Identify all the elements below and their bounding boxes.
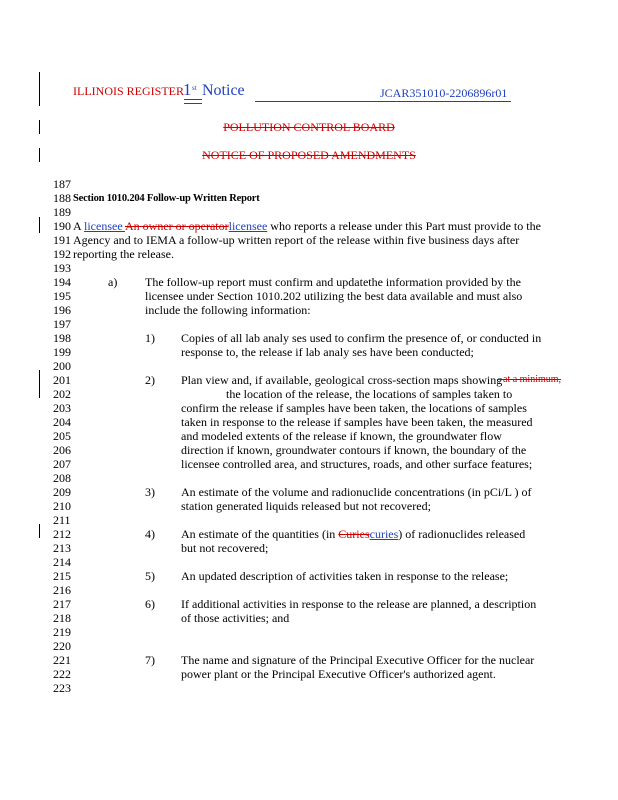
item-label: 2)	[145, 373, 155, 387]
item-text	[181, 527, 525, 541]
subsection-text: include the following information:	[145, 303, 311, 317]
line-number: 218	[53, 611, 71, 625]
deleted-text: , at a minimum,	[498, 374, 562, 385]
line-number: 210	[53, 499, 71, 513]
line-number: 209	[53, 485, 71, 499]
line-number: 201	[53, 373, 71, 387]
line-number: 216	[53, 583, 71, 597]
subsection-text: The follow-up report must confirm and updatethe information provided by the	[145, 275, 521, 289]
inserted-text: licensee	[84, 219, 125, 233]
item-text: and modeled extents of the release if known, the groundwater flow	[181, 429, 502, 443]
notice-title: NOTICE OF PROPOSED AMENDMENTS	[202, 148, 416, 162]
line-number: 193	[53, 261, 71, 275]
intro-line-1	[73, 219, 541, 233]
item-text: station generated liquids released but not recovered;	[181, 499, 431, 513]
item-text: If additional activities in response to the release are planned, a description	[181, 597, 537, 611]
line-number: 190	[53, 219, 71, 233]
line-number: 214	[53, 555, 71, 569]
change-bar	[39, 524, 40, 538]
line-number: 205	[53, 429, 71, 443]
line-number: 187	[53, 177, 71, 191]
item-text: An updated description of activities taken in response to the release;	[181, 569, 509, 583]
intro-text: who reports a release under this Part must provide to the	[267, 219, 541, 233]
section-heading: Section 1010.204 Follow-up Written Report	[73, 193, 260, 204]
line-number: 203	[53, 401, 71, 415]
change-bar	[39, 72, 40, 106]
line-number: 212	[53, 527, 71, 541]
intro-line-2: Agency and to IEMA a follow-up written report of the release within five business days after	[73, 233, 520, 247]
page-number-suffix: st	[192, 84, 197, 92]
item-label: 6)	[145, 597, 155, 611]
line-number: 219	[53, 625, 71, 639]
deleted-text: An owner or operator	[125, 219, 229, 233]
page-number-underline	[184, 99, 202, 100]
item-text-part: ) of radionuclides released	[398, 527, 526, 541]
line-number: 221	[53, 653, 71, 667]
item-text: but not recovered;	[181, 541, 269, 555]
change-bar	[39, 370, 40, 398]
item-label: 1)	[145, 331, 155, 345]
line-number: 208	[53, 471, 71, 485]
line-number: 192	[53, 247, 71, 261]
document-id: JCAR351010-2206896r01	[380, 86, 508, 100]
line-number: 189	[53, 205, 71, 219]
line-number: 222	[53, 667, 71, 681]
line-number: 197	[53, 317, 71, 331]
line-number: 223	[53, 681, 71, 695]
subsection-text: licensee under Section 1010.202 utilizing the best data available and must also	[145, 289, 523, 303]
line-number: 195	[53, 289, 71, 303]
line-number: 204	[53, 415, 71, 429]
line-number: 191	[53, 233, 71, 247]
item-text: direction if known, groundwater contours if known, the boundary of the	[181, 443, 527, 457]
register-title: ILLINOIS REGISTER	[73, 84, 184, 98]
line-number: 199	[53, 345, 71, 359]
item-text: power plant or the Principal Executive Officer's authorized agent.	[181, 667, 496, 681]
item-text: Copies of all lab analy ses used to confirm the presence of, or conducted in	[181, 331, 542, 345]
inserted-text: licensee	[228, 219, 268, 233]
item-text: The name and signature of the Principal Executive Officer for the nuclear	[181, 653, 535, 667]
page-number: 1	[183, 80, 192, 99]
item-text: response to, the release if lab analy ses have been conducted;	[181, 345, 474, 359]
board-name: POLLUTION CONTROL BOARD	[223, 120, 395, 134]
item-text: licensee controlled area, and structures, roads, and other surface features;	[181, 457, 533, 471]
intro-text: A	[73, 219, 85, 233]
item-text: the location of the release, the locations of samples taken to	[226, 387, 513, 401]
change-bar	[39, 217, 40, 233]
line-number: 194	[53, 275, 71, 289]
line-number: 188	[53, 191, 71, 205]
item-label: 4)	[145, 527, 155, 541]
item-text: confirm the release if samples have been taken, the locations of samples	[181, 401, 527, 415]
item-text: An estimate of the volume and radionuclide concentrations (in pCi/L ) of	[181, 485, 532, 499]
intro-line-3: reporting the release.	[73, 247, 174, 261]
item-text: taken in response to the release if samples have been taken, the measured	[181, 415, 533, 429]
item-text-part: An estimate of the quantities (in	[181, 527, 339, 541]
line-number: 211	[53, 513, 71, 527]
line-number: 200	[53, 359, 71, 373]
line-number: 207	[53, 457, 71, 471]
line-number: 206	[53, 443, 71, 457]
deleted-text: Curies	[338, 527, 370, 541]
line-number: 220	[53, 639, 71, 653]
item-text: of those activities; and	[181, 611, 290, 625]
line-number: 217	[53, 597, 71, 611]
notice-field: Notice	[202, 82, 245, 99]
item-label: 5)	[145, 569, 155, 583]
line-number: 213	[53, 541, 71, 555]
line-number: 215	[53, 569, 71, 583]
subsection-label: a)	[108, 275, 118, 289]
item-label: 7)	[145, 653, 155, 667]
line-number: 198	[53, 331, 71, 345]
notice-underline	[255, 101, 511, 102]
line-number: 202	[53, 387, 71, 401]
inserted-text: curies	[369, 527, 399, 541]
item-label: 3)	[145, 485, 155, 499]
page-number-underline	[184, 103, 202, 104]
line-number: 196	[53, 303, 71, 317]
item-text: Plan view and, if available, geological cross-section maps showing	[181, 373, 503, 387]
